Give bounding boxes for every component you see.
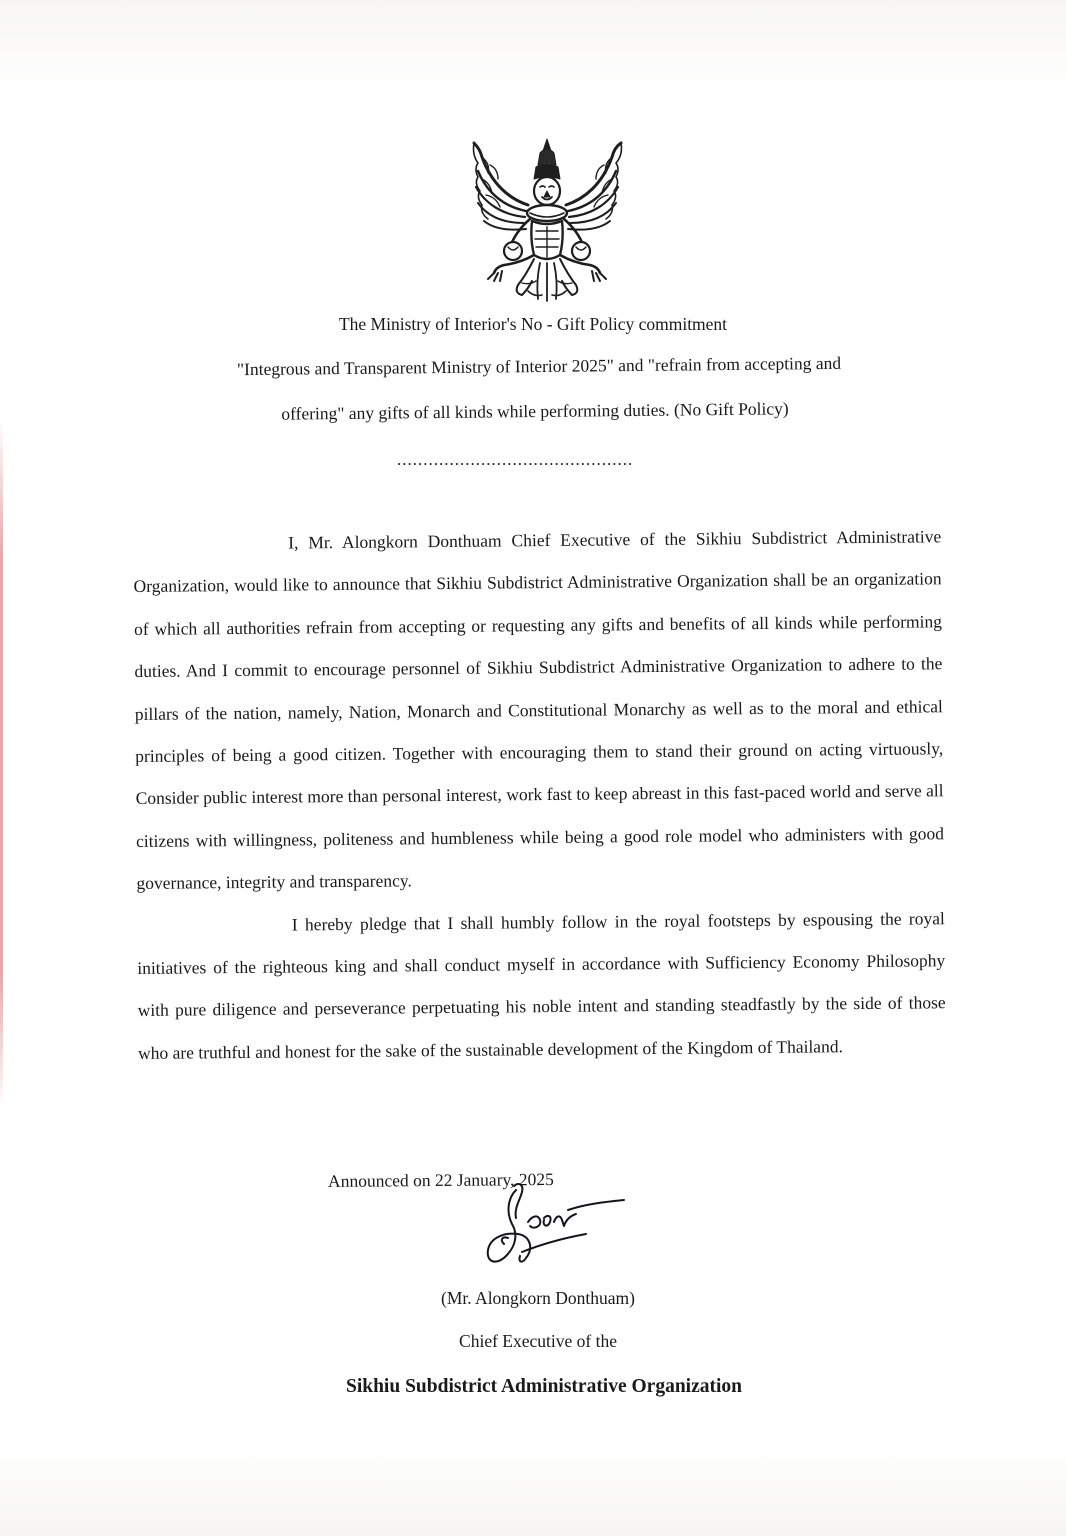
dotted-separator: .............................................: [397, 450, 634, 469]
page-edge-shadow: [0, 420, 3, 1110]
announcement-date: Announced on 22 January, 2025: [327, 1169, 554, 1191]
handwritten-signature-icon: [478, 1178, 638, 1280]
policy-title: The Ministry of Interior's No - Gift Policy commitment: [338, 314, 728, 334]
signatory-name: (Mr. Alongkorn Donthuam): [441, 1288, 635, 1308]
pledge-paragraph: I hereby pledge that I shall humbly follow in the royal footsteps by espousing the royal initiatives of the righteous king and shall conduct myself in accordance with Sufficiency Economy Philosophy with pure diligence and perseverance perpetuating his noble intent and standing steadfastly by the side of those who are truthful and honest for the sake of the sustainable development of the Kingdom of Thailand.: [137, 907, 946, 1063]
commitment-paragraph: I, Mr. Alongkorn Donthuam Chief Executive of the Sikhiu Subdistrict Administrative Organization, would like to announce that Sikhiu Subdistrict Administrative Organization shall be an organization of which all authorities refrain from accepting or requesting any gifts and benefits of all kinds while performing duties. And I commit to encourage personnel of Sikhiu Subdistrict Administrative Organization to adhere to the pillars of the nation, namely, Nation, Monarch and Constitutional Monarchy as well as to the moral and ethical principles of being a good citizen. Together with encouraging them to stand their ground on acting virtuously, Consider public interest more than personal interest, work fast to keep abreast in this fast-paced world and serve all citizens with willingness, politeness and humbleness while being a good role model who administers with good governance, integrity and transparency.: [133, 526, 945, 894]
signatory-organization: Sikhiu Subdistrict Administrative Organization: [345, 1376, 743, 1397]
announcement-body: [133, 515, 946, 1074]
policy-subtitle-line-1: "Integrous and Transparent Ministry of Interior 2025" and "refrain from accepting and: [236, 352, 842, 380]
signatory-title: Chief Executive of the: [459, 1331, 617, 1351]
policy-subtitle-line-2: offering" any gifts of all kinds while performing duties. (No Gift Policy): [281, 398, 789, 424]
garuda-emblem-icon: [470, 135, 625, 303]
